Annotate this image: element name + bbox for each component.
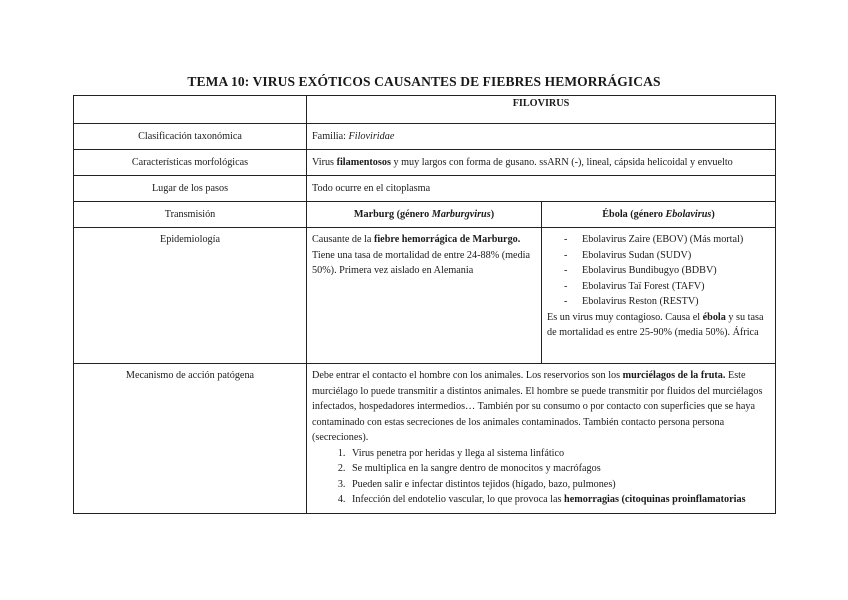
morph-text-pre: Virus	[312, 156, 337, 168]
label-transmision: Transmisión	[74, 202, 307, 228]
row-mecanismo	[74, 364, 776, 514]
label-clasificacion: Clasificación taxonómica	[74, 124, 307, 150]
family-name: Filoviridae	[348, 130, 395, 142]
mecanismo-steps	[312, 446, 770, 508]
header-filovirus: FILOVIRUS	[307, 96, 776, 124]
marburg-header-post: )	[490, 208, 495, 220]
ebola-header-pre: Ébola (género	[602, 208, 666, 220]
step4-bold-citoquinas: citoquinas proinflamatorias	[624, 494, 746, 505]
list-item: 2. Se multiplica en la sangre dentro de monocitos y macrófagos	[348, 461, 770, 477]
morph-text-post: y muy largos con forma de gusano. ssARN (-), lineal, cápsida helicoidal y envuelto	[390, 156, 733, 168]
ebola-species-list	[547, 232, 770, 310]
marburg-genus: Marburgvirus	[431, 208, 491, 220]
step4-pre: Infección del endotelio vascular, lo que provoca las	[352, 494, 565, 505]
step4-paren: (	[618, 494, 625, 505]
row-clasificacion	[74, 124, 776, 150]
list-item: - Ebolavirus Sudan (SUDV)	[564, 248, 770, 264]
label-mecanismo: Mecanismo de acción patógena	[74, 364, 307, 514]
value-lugar: Todo ocurre en el citoplasma	[307, 176, 776, 202]
label-lugar: Lugar de los pasos	[74, 176, 307, 202]
value-mecanismo	[307, 364, 776, 514]
marburg-header-pre: Marburg (género	[353, 208, 432, 220]
mecanismo-pre: Debe entrar el contacto el hombre con los animales. Los reservorios son los	[312, 370, 623, 381]
list-item	[348, 492, 770, 508]
list-item: - Ebolavirus Bundibugyo (BDBV)	[564, 263, 770, 279]
label-caracteristicas: Características morfológicas	[74, 150, 307, 176]
ebola-header	[542, 202, 776, 228]
ebola-epi-post: y su tasa de mortalidad es entre 25-90% (media 50%). África	[547, 311, 764, 338]
row-epidemiologia	[74, 228, 776, 364]
ebola-epi-bold: ébola	[702, 311, 726, 323]
ebola-genus: Ebolavirus	[665, 208, 712, 220]
page-title: TEMA 10: VIRUS EXÓTICOS CAUSANTES DE FIEBRES HEMORRÁGICAS	[187, 74, 661, 89]
value-clasificacion	[307, 124, 776, 150]
step4-bold-hemorragias: hemorragias	[564, 494, 619, 505]
ebola-epi-pre: Es un virus muy contagioso. Causa el	[547, 311, 703, 323]
row-caracteristicas	[74, 150, 776, 176]
list-item: - Ebolavirus Reston (RESTV)	[564, 294, 770, 310]
mecanismo-post: Este murciélago lo puede transmitir a distintos animales. El hombre se puede transmitir por fluidos del murciélagos infectados, hospedadores intermedios… También por su consumo o por contacto con superficies que se haya contaminado con estas secreciones de los animales contaminados. También contacto persona persona (secreciones).	[312, 370, 763, 443]
ebola-epi-text	[547, 310, 770, 341]
list-item: 1. Virus penetra por heridas y llega al sistema linfático	[348, 446, 770, 462]
filovirus-table	[73, 95, 776, 514]
mecanismo-paragraph	[312, 368, 770, 446]
ebola-epidemiologia	[542, 228, 776, 364]
family-prefix: Familia:	[312, 130, 349, 142]
list-item: - Ebolavirus Taï Forest (TAFV)	[564, 279, 770, 295]
label-epidemiologia: Epidemiología	[74, 228, 307, 364]
marburg-header	[307, 202, 542, 228]
row-transmision	[74, 202, 776, 228]
morph-text-bold: filamentosos	[336, 156, 391, 168]
ebola-header-post: )	[711, 208, 715, 220]
marburg-epi-rest: Tiene una tasa de mortalidad de entre 24-88% (media 50%). Primera vez aislado en Alemania	[312, 249, 531, 276]
marburg-epi-bold: fiebre hemorrágica de Marburgo.	[373, 234, 521, 245]
value-caracteristicas	[307, 150, 776, 176]
marburg-epi-pre: Causante de la	[312, 234, 374, 245]
list-item: - Ebolavirus Zaire (EBOV) (Más mortal)	[564, 232, 770, 248]
row-lugar	[74, 176, 776, 202]
mecanismo-bold: murciélagos de la fruta.	[622, 370, 726, 381]
list-item: 3. Pueden salir e infectar distintos tejidos (hígado, bazo, pulmones)	[348, 477, 770, 493]
table-header-row	[74, 96, 776, 124]
marburg-epidemiologia	[307, 228, 542, 364]
header-empty-cell	[74, 96, 307, 124]
